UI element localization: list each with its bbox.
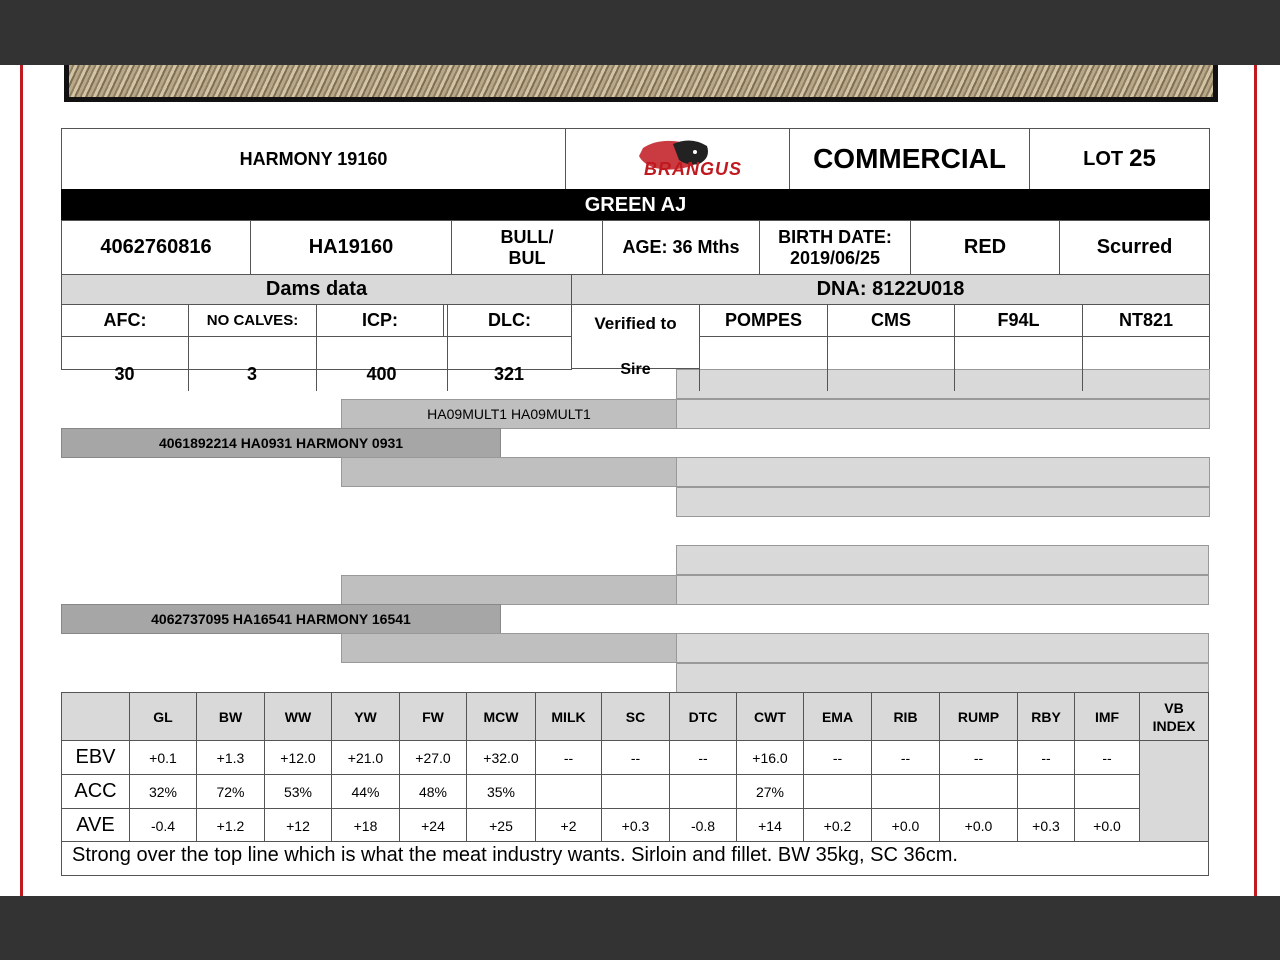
- ebv-value-cell: --: [1017, 740, 1075, 775]
- ebv-value-cell: +14: [736, 808, 804, 843]
- dna-divider: [699, 369, 700, 391]
- ebv-value-cell: 35%: [466, 774, 536, 809]
- ebv-value-cell: +0.2: [803, 808, 872, 843]
- dna-test-nt821: NT821: [1082, 304, 1210, 337]
- ebv-value-cell: +27.0: [399, 740, 467, 775]
- pedigree-box: [676, 369, 1210, 399]
- ebv-value-cell: 72%: [196, 774, 265, 809]
- ebv-value-cell: +0.0: [939, 808, 1018, 843]
- logo-text: BRANGUS: [644, 159, 743, 179]
- ebv-value-cell: --: [803, 740, 872, 775]
- dna-result-cell: [954, 336, 1083, 370]
- ebv-header-bw: BW: [196, 692, 265, 741]
- sex-line1: BULL/: [500, 226, 554, 247]
- dna-test-cms: CMS: [827, 304, 955, 337]
- colour: RED: [910, 220, 1060, 275]
- ebv-value-cell: +25: [466, 808, 536, 843]
- calves-value: 3: [246, 364, 257, 384]
- ebv-value-cell: -0.4: [129, 808, 197, 843]
- ebv-header-imf: IMF: [1074, 692, 1140, 741]
- ebv-value-cell: 27%: [736, 774, 804, 809]
- dna-test-pompes: POMPES: [699, 304, 828, 337]
- brangus-logo: [565, 128, 790, 190]
- ebv-value-cell: +0.1: [129, 740, 197, 775]
- ebv-header-sc: SC: [601, 692, 670, 741]
- ebv-value-cell: +12.0: [264, 740, 332, 775]
- ebv-header-gl: GL: [129, 692, 197, 741]
- ebv-value-cell: +2: [535, 808, 602, 843]
- right-border-line: [1254, 65, 1257, 896]
- afc-header: AFC:: [61, 304, 189, 337]
- icp-header: ICP:: [316, 304, 444, 337]
- ebv-value-cell: +21.0: [331, 740, 400, 775]
- ebv-value-cell: +12: [264, 808, 332, 843]
- pedigree-box: [341, 457, 677, 487]
- ebv-value-cell: --: [669, 740, 737, 775]
- lot-cell: [1029, 128, 1210, 190]
- ebv-row-label-ave: AVE: [61, 808, 130, 843]
- afc-value: 30: [114, 364, 135, 384]
- horn-status: Scurred: [1059, 220, 1210, 275]
- ebv-value-cell: +0.3: [601, 808, 670, 843]
- dna-test-f94l: F94L: [954, 304, 1083, 337]
- ebv-row-label-acc: ACC: [61, 774, 130, 809]
- dna-result-cell: [827, 336, 955, 370]
- sire: 4061892214 HA0931 HARMONY 0931: [61, 428, 501, 458]
- ebv-value-cell: +1.2: [196, 808, 265, 843]
- dna-divider: [1082, 369, 1083, 391]
- icp-value: 400: [366, 364, 397, 384]
- ebv-value-cell: --: [871, 740, 940, 775]
- birth-label: BIRTH DATE:: [778, 226, 892, 247]
- lot-label: LOT: [1083, 147, 1124, 170]
- pedigree-box: [676, 487, 1210, 517]
- ebv-header-ww: WW: [264, 692, 332, 741]
- sex-cell: [451, 220, 603, 275]
- dna-divider: [827, 369, 828, 391]
- sex-line2: BUL: [508, 247, 546, 268]
- dna-title: DNA: 8122U018: [571, 274, 1210, 305]
- ebv-header-rby: RBY: [1017, 692, 1075, 741]
- owner-bar: GREEN AJ: [61, 189, 1210, 221]
- age: AGE: 36 Mths: [602, 220, 760, 275]
- sire-of-sire: HA09MULT1 HA09MULT1: [341, 399, 677, 429]
- ebv-value-cell: +24: [399, 808, 467, 843]
- dna-result-cell: [699, 336, 828, 370]
- verified-line1: Verified to: [594, 314, 677, 333]
- ebv-header-milk: MILK: [535, 692, 602, 741]
- pedigree-box: [341, 633, 677, 663]
- ebv-value-cell: +0.3: [1017, 808, 1075, 843]
- dlc-header: DLC:: [447, 304, 572, 337]
- ebv-value-cell: --: [939, 740, 1018, 775]
- verified-line2: Sire: [620, 361, 651, 378]
- birth-cell: [759, 220, 911, 275]
- ebv-header-rump: RUMP: [939, 692, 1018, 741]
- ebv-header-mcw: MCW: [466, 692, 536, 741]
- ebv-value-cell: 32%: [129, 774, 197, 809]
- vb-index-line1: VB: [1164, 699, 1184, 716]
- ebv-header-yw: YW: [331, 692, 400, 741]
- ebv-value-cell: 48%: [399, 774, 467, 809]
- ebv-value-cell: +0.0: [1074, 808, 1140, 843]
- ebv-value-cell: +16.0: [736, 740, 804, 775]
- ebv-value-cell: +1.3: [196, 740, 265, 775]
- ebv-row-label-ebv: EBV: [61, 740, 130, 775]
- left-border-line: [20, 65, 23, 896]
- ebv-value-cell: --: [1074, 740, 1140, 775]
- ebv-value-cell: --: [601, 740, 670, 775]
- dlc-value: 321: [493, 364, 525, 384]
- tag-number: HA19160: [250, 220, 452, 275]
- ebv-value-cell: +0.0: [871, 808, 940, 843]
- ebv-header-rib: RIB: [871, 692, 940, 741]
- birth-date: 2019/06/25: [789, 247, 881, 268]
- ebv-header-cwt: CWT: [736, 692, 804, 741]
- verified-cell: [571, 304, 700, 378]
- animal-name: HARMONY 19160: [61, 128, 566, 190]
- ebv-header-fw: FW: [399, 692, 467, 741]
- pedigree-box: [341, 575, 677, 605]
- category: COMMERCIAL: [789, 128, 1030, 190]
- pedigree-box: [676, 545, 1209, 575]
- pedigree-box: [676, 633, 1209, 663]
- ebv-value-cell: --: [535, 740, 602, 775]
- id-number: 4062760816: [61, 220, 251, 275]
- ebv-value-cell: +32.0: [466, 740, 536, 775]
- pedigree-box: [676, 399, 1210, 429]
- ebv-header-ema: EMA: [803, 692, 872, 741]
- pedigree-box: [676, 457, 1210, 487]
- comment: Strong over the top line which is what the meat industry wants. Sirloin and fillet. BW 35kg, SC 36cm.: [61, 841, 1209, 876]
- pedigree-box: [676, 663, 1209, 693]
- dna-result-cell: [1082, 336, 1210, 370]
- ebv-value-cell: 53%: [264, 774, 332, 809]
- vb-index-line2: INDEX: [1152, 717, 1196, 734]
- ebv-value-cell: -0.8: [669, 808, 737, 843]
- ebv-header-dtc: DTC: [669, 692, 737, 741]
- lot-number: 25: [1129, 145, 1156, 172]
- ebv-value-cell: +18: [331, 808, 400, 843]
- dna-divider: [954, 369, 955, 391]
- dams-title: Dams data: [61, 274, 572, 305]
- pedigree-box: [676, 575, 1209, 605]
- ebv-value-cell: 44%: [331, 774, 400, 809]
- calves-header: NO CALVES:: [188, 304, 317, 337]
- dam: 4062737095 HA16541 HARMONY 16541: [61, 604, 501, 634]
- animal-photo: [64, 65, 1218, 102]
